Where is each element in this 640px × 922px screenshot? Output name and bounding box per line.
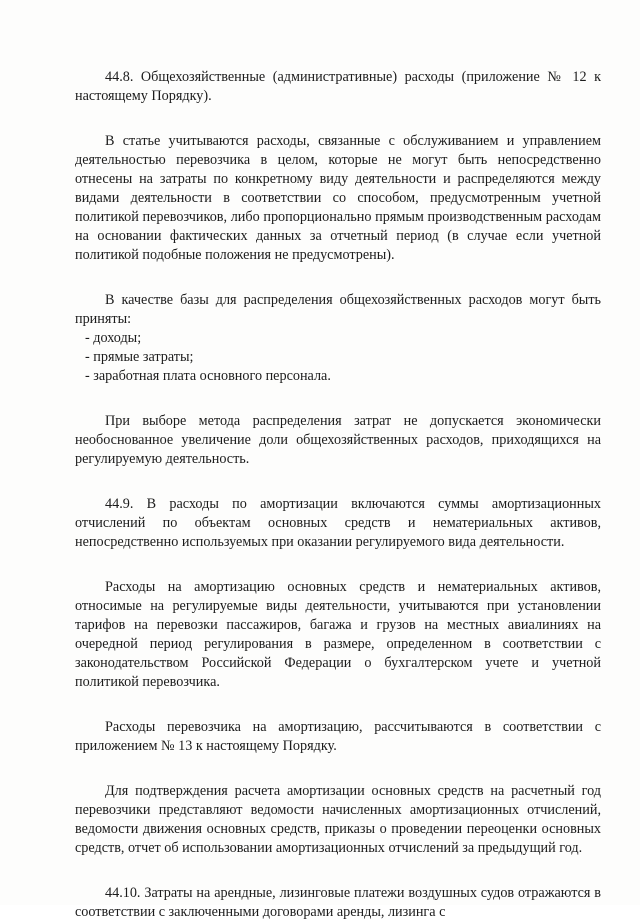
list-item: - заработная плата основного персонала.	[85, 368, 331, 384]
list-item: - доходы;	[85, 330, 142, 346]
document-body	[75, 68, 601, 922]
paragraph-depreciation-confirmation: Для подтверждения расчета амортизации основных средств на расчетный год перевозчики представляют ведомости начисленных амортизационных отчислений, ведомости движения основных средств, приказы о проведении переоценки основных средств, отчет об использовании амортизационных отчислений за предыдущий год.	[75, 783, 601, 856]
paragraph-overhead-description: В статье учитываются расходы, связанные с обслуживанием и управлением деятельностью перевозчика в целом, которые не могут быть непосредственно отнесены на затраты по конкретному виду деятельности и распределяются между видами деятельности в соответствии со способом, предусмотренным учетной политикой перевозчиков, либо пропорционально прямым производственным расходам на основании фактических данных за отчетный период (в случае если учетной политикой подобные положения не предусмотрены).	[75, 133, 601, 263]
section-44-9-paragraph: 44.9. В расходы по амортизации включаются суммы амортизационных отчислений по объектам основных средств и нематериальных активов, непосредственно используемых при оказании регулируемого вида деятельности.	[75, 496, 601, 550]
paragraph-allocation-base: В качестве базы для распределения общехозяйственных расходов могут быть приняты:	[75, 292, 601, 327]
paragraph-depreciation-calculation: Расходы перевозчика на амортизацию, рассчитываются в соответствии с приложением № 13 к настоящему Порядку.	[75, 719, 601, 754]
list-item: - прямые затраты;	[85, 349, 194, 365]
section-44-10-paragraph: 44.10. Затраты на арендные, лизинговые платежи воздушных судов отражаются в соответствии с заключенными договорами аренды, лизинга с	[75, 885, 601, 920]
paragraph-allocation-method: При выборе метода распределения затрат не допускается экономически необоснованное увеличение доли общехозяйственных расходов, приходящихся на регулируемую деятельность.	[75, 413, 601, 467]
allocation-base-list	[75, 329, 601, 386]
section-44-8-heading: 44.8. Общехозяйственные (административные) расходы (приложение № 12 к настоящему Порядку).	[75, 69, 601, 104]
paragraph-depreciation-tariffs: Расходы на амортизацию основных средств и нематериальных активов, относимые на регулируемые виды деятельности, учитываются при установлении тарифов на перевозки пассажиров, багажа и грузов на местных авиалиниях на очередной период регулирования в размере, определенном в соответствии с законодательством Российской Федерации о бухгалтерском учете и учетной политикой перевозчика.	[75, 579, 601, 690]
